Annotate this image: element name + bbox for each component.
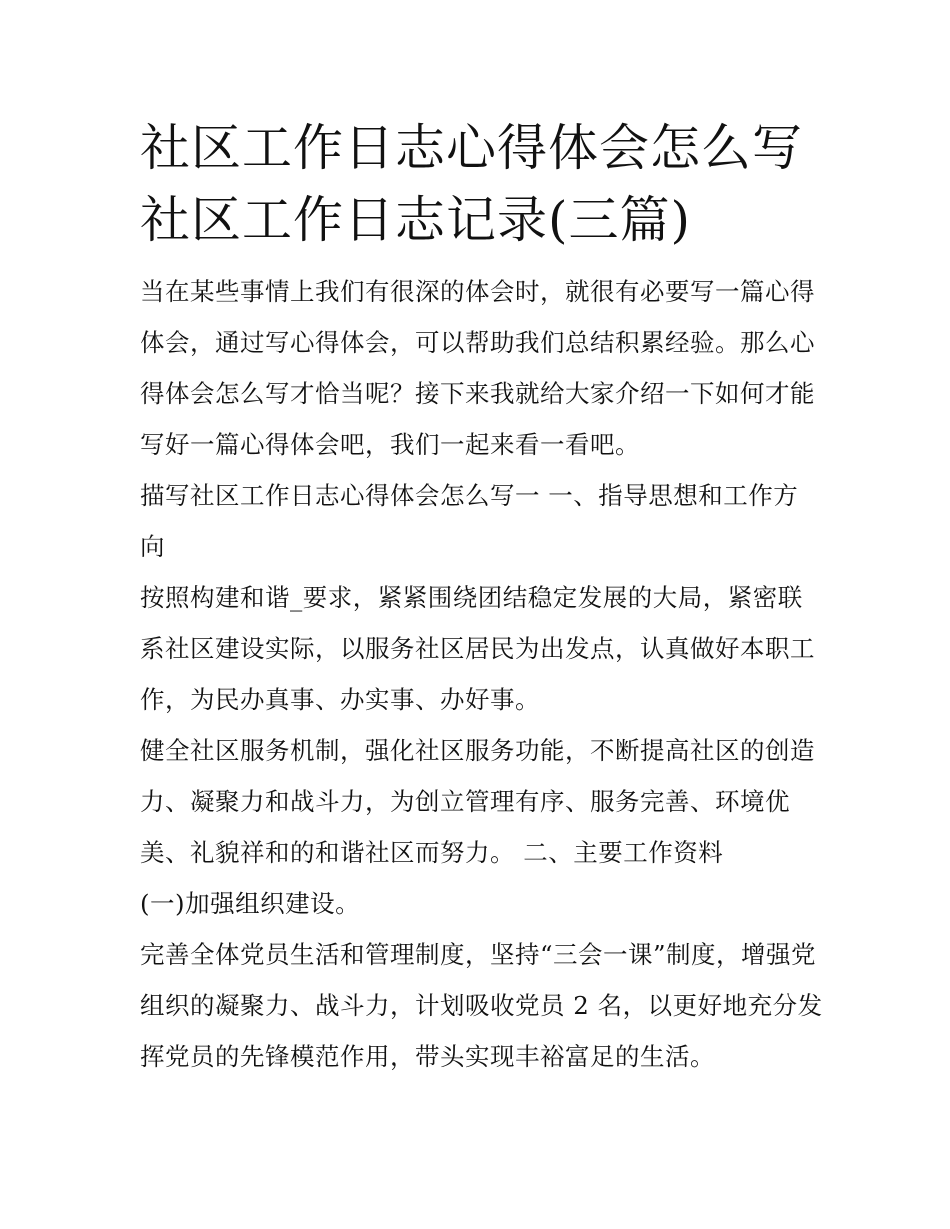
paragraph-line: 作，为民办真事、办实事、办好事。 <box>140 685 540 714</box>
paragraph-line: (一)加强组织建设。 <box>140 889 361 918</box>
service-mechanism-paragraph <box>140 725 815 878</box>
paragraph-line: 挥党员的先锋模范作用，带头实现丰裕富足的生活。 <box>140 1042 715 1071</box>
paragraph-line: 健全社区服务机制，强化社区服务功能，不断提高社区的创造 <box>140 736 815 765</box>
page-title <box>140 112 812 256</box>
title-line-1: 社区工作日志心得体会怎么写 <box>140 119 803 177</box>
paragraph-line: 美、礼貌祥和的和谐社区而努力。 二、主要工作资料 <box>140 838 724 867</box>
paragraph-line: 按照构建和谐_要求，紧紧围绕团结稳定发展的大局，紧密联 <box>140 583 803 612</box>
document-body <box>140 112 823 1082</box>
intro-paragraph <box>140 266 815 470</box>
paragraph-line: 力、凝聚力和战斗力，为创立管理有序、服务完善、环境优 <box>140 787 790 816</box>
party-building-paragraph <box>140 929 823 1082</box>
paragraph-line: 写好一篇心得体会吧，我们一起来看一看吧。 <box>140 430 640 459</box>
title-line-2: 社区工作日志记录(三篇) <box>140 191 692 249</box>
paragraph-line: 完善全体党员生活和管理制度，坚持“三会一课”制度，增强党 <box>140 940 817 969</box>
paragraph-line: 向 <box>140 532 165 561</box>
paragraph-line: 系社区建设实际，以服务社区居民为出发点，认真做好本职工 <box>140 634 815 663</box>
paragraph-line: 组织的凝聚力、战斗力，计划吸收党员 2 名，以更好地充分发 <box>140 991 823 1020</box>
subsection-heading <box>140 878 812 929</box>
section-heading-paragraph <box>140 470 812 572</box>
paragraph-line: 得体会怎么写才恰当呢？接下来我就给大家介绍一下如何才能 <box>140 379 815 408</box>
paragraph-line: 当在某些事情上我们有很深的体会时，就很有必要写一篇心得 <box>140 277 815 306</box>
paragraph-line: 体会，通过写心得体会，可以帮助我们总结积累经验。那么心 <box>140 328 815 357</box>
paragraph-line: 描写社区工作日志心得体会怎么写一 一、指导思想和工作方 <box>140 481 799 510</box>
guiding-principle-paragraph <box>140 572 815 725</box>
